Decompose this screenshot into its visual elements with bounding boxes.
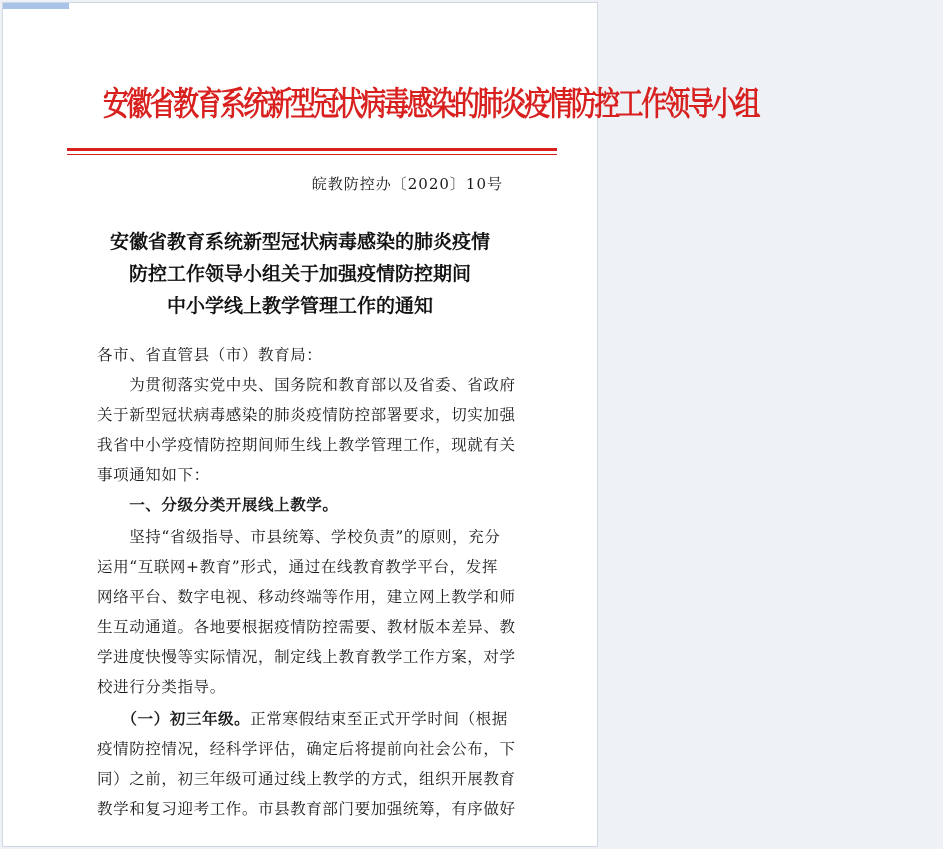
subsection-1-heading: （一）初三年级。 (97, 709, 251, 728)
intro-line: 为贯彻落实党中央、国务院和教育部以及省委、省政府 (97, 376, 516, 394)
subsection-1-line: 疫情防控情况，经科学评估，确定后将提前向社会公布，下 (97, 740, 516, 758)
document-title-line-3: 中小学线上教学管理工作的通知 (166, 295, 433, 317)
red-separator-thin (67, 154, 557, 155)
document-page (2, 2, 759, 847)
subsection-1-text: 正常寒假结束至正式开学时间（根据 (250, 710, 508, 728)
red-separator-thick (67, 148, 557, 151)
document-number: 皖教防控办〔2020〕10号 (311, 175, 503, 193)
intro-line: 关于新型冠状病毒感染的肺炎疫情防控部署要求，切实加强 (97, 406, 516, 424)
salutation: 各市、省直管县（市）教育局： (97, 346, 323, 364)
section-1-heading: 一、分级分类开展线上教学。 (97, 495, 339, 514)
section-1-line: 学进度快慢等实际情况，制定线上教育教学工作方案，对学 (97, 648, 516, 666)
page-corner-marker (3, 3, 69, 9)
intro-line: 事项通知如下： (97, 466, 210, 484)
subsection-1-first-line (97, 707, 508, 729)
section-1-line: 运用“互联网+教育”形式，通过在线教育教学平台，发挥 (97, 558, 498, 576)
section-1-line: 坚持“省级指导、市县统筹、学校负责”的原则，充分 (97, 528, 501, 546)
document-title-line-2: 防控工作领导小组关于加强疫情防控期间 (128, 263, 471, 285)
section-1-line: 生互动通道。各地要根据疫情防控需要、教材版本差异、教 (97, 618, 516, 636)
subsection-1-line: 教学和复习迎考工作。市县教育部门要加强统筹，有序做好 (97, 800, 516, 818)
document-title-line-1: 安徽省教育系统新型冠状病毒感染的肺炎疫情 (109, 231, 490, 253)
section-1-line: 校进行分类指导。 (97, 678, 226, 696)
subsection-1-line: 同）之前，初三年级可通过线上教学的方式，组织开展教育 (97, 770, 516, 788)
section-1-line: 网络平台、数字电视、移动终端等作用，建立网上教学和师 (97, 588, 516, 606)
intro-line: 我省中小学疫情防控期间师生线上教学管理工作，现就有关 (97, 436, 516, 454)
issuing-organization-header: 安徽省教育系统新型冠状病毒感染的肺炎疫情防控工作领导小组 (103, 84, 759, 123)
